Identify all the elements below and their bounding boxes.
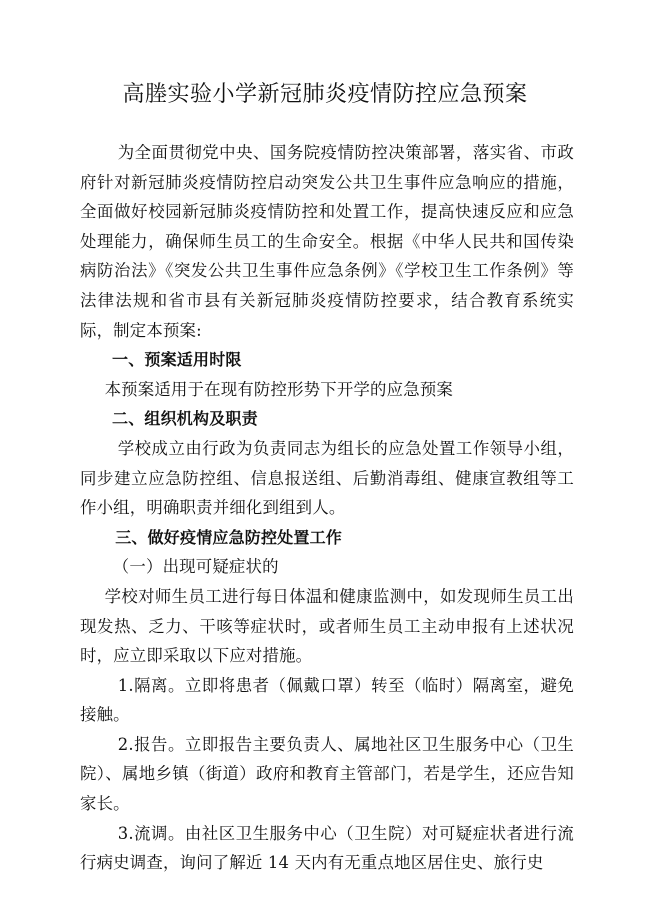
section-3-heading: 三、做好疫情应急防控处置工作 — [115, 527, 342, 547]
document-title: 高塍实验小学新冠肺炎疫情防控应急预案 — [122, 82, 528, 107]
section-1-heading: 一、预案适用时限 — [112, 350, 242, 370]
section-1-text: 本预案适用于在现有防控形势下开学的应急预案 — [104, 379, 453, 399]
section-2-text: 学校成立由行政为负责同志为组长的应急处置工作领导小组，同步建立应急防控组、信息报送组、后勤消毒组、健康宣教组等工作小组，明确职责并细化到组到人。 — [80, 438, 574, 518]
section-3-text: 学校对师生员工进行每日体温和健康监测中，如发现师生员工出现发热、乏力、干咳等症状时，或者师生员工主动申报有上述状况时，应立即采取以下应对措施。 — [80, 586, 574, 666]
section-3-subheading: （一）出现可疑症状的 — [112, 557, 279, 577]
document-body — [80, 138, 574, 878]
list-item-report: 2.报告。立即报告主要负责人、属地社区卫生服务中心（卫生院）、属地乡镇（街道）政府和教育主管部门，若是学生，还应告知家长。 — [80, 734, 574, 814]
section-2-heading: 二、组织机构及职责 — [112, 409, 258, 429]
list-item-isolation: 1.隔离。立即将患者（佩戴口罩）转至（临时）隔离室，避免接触。 — [80, 675, 574, 725]
intro-paragraph: 为全面贯彻党中央、国务院疫情防控决策部署，落实省、市政府针对新冠肺炎疫情防控启动突发公共卫生事件应急响应的措施，全面做好校园新冠肺炎疫情防控和处置工作，提高快速反应和应急处理能力，确保师生员工的生命安全。根据《中华人民共和国传染病防治法》《突发公共卫生事件应急条例》《学校卫生工作条例》等法律法规和省市县有关新冠肺炎疫情防控要求，结合教育系统实际，制定本预案: — [80, 143, 574, 340]
list-item-survey: 3.流调。由社区卫生服务中心（卫生院）对可疑症状者进行流行病史调查，询问了解近 14 天内有无重点地区居住史、旅行史 — [80, 823, 574, 873]
